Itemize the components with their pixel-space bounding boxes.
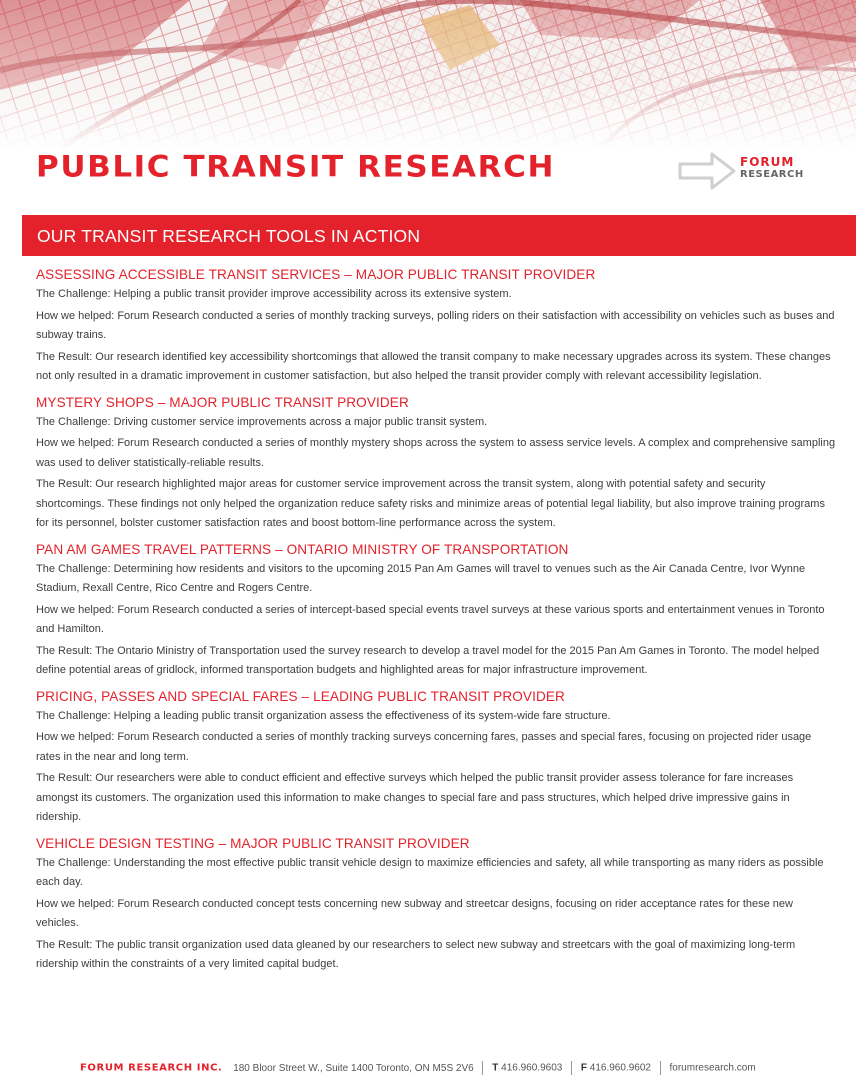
how-we-helped-text: How we helped: Forum Research conducted a series of monthly tracking surveys, polling riders on their satisfaction with accessibility on vehicles such as buses and subway trains. [36, 309, 835, 341]
phone-label: T [492, 1062, 499, 1074]
challenge-text: The Challenge: Determining how residents and visitors to the upcoming 2015 Pan Am Games will travel to venues such as the Air Canada Centre, Ivor Wynne Stadium, Rexall Centre, Rico Centre and Rogers Centre. [36, 562, 806, 594]
footer-address: 180 Bloor Street W., Suite 1400 Toronto, ON M5S 2V6 [233, 1062, 474, 1074]
header-map-image [0, 0, 856, 150]
footer-brand: FORUM RESEARCH INC. [80, 1062, 223, 1074]
how-we-helped-text: How we helped: Forum Research conducted a series of monthly tracking surveys concerning fares, passes and special fares, focusing on projected rider usage rates in the near and long term. [36, 731, 812, 763]
case-study [36, 393, 836, 534]
result-text: The Result: Our research highlighted major areas for customer service improvement across the transit system, along with potential safety and security shortcomings. These findings not only helped the organization reduce safety risks and minimize areas of potential legal liability, but also improve training programs for its personnel, bolster customer satisfaction rates and boost bottom-line performance across the system. [36, 478, 825, 529]
divider [482, 1061, 483, 1075]
logo-line-1: FORUM [740, 155, 795, 169]
footer-phone: 416.960.9603 [501, 1062, 563, 1074]
challenge-text: The Challenge: Helping a leading public transit organization assess the effectiveness of its system-wide fare structure. [36, 709, 611, 722]
case-study-heading: ASSESSING ACCESSIBLE TRANSIT SERVICES – MAJOR PUBLIC TRANSIT PROVIDER [36, 267, 596, 282]
challenge-text: The Challenge: Helping a public transit provider improve accessibility across its extensive system. [36, 288, 512, 300]
how-we-helped-text: How we helped: Forum Research conducted concept tests concerning new subway and streetcar designs, focusing on rider acceptance rates for these new vehicles. [36, 897, 793, 929]
result-text: The Result: The Ontario Ministry of Transportation used the survey research to develop a travel model for the 2015 Pan Am Games in Toronto. The model helped define potential areas of gridlock, informed transportation budgets and highlighted areas for major infrastructure improvement. [36, 644, 820, 676]
result-text: The Result: Our research identified key accessibility shortcomings that allowed the transit company to make necessary upgrades across its system. These changes not only resulted in a dramatic improvement in customer satisfaction, but also helped the transit provider comply with relevant accessibility legislation. [36, 350, 831, 382]
case-study-heading: PAN AM GAMES TRAVEL PATTERNS – ONTARIO MINISTRY OF TRANSPORTATION [36, 541, 569, 557]
banner-text: OUR TRANSIT RESEARCH TOOLS IN ACTION [37, 226, 421, 246]
result-text: The Result: Our researchers were able to conduct efficient and effective surveys which helped the public transit provider assess tolerance for fare increases amongst its customers. The organization used this information to make changes to special fare and pass structures, which helped drive impressive gains in ridership. [36, 772, 794, 823]
case-study [36, 265, 836, 387]
result-text: The Result: The public transit organization used data gleaned by our researchers to select new subway and streetcars with the goal of maximizing long-term ridership within the constraints of a very limited capital budget. [36, 938, 796, 970]
how-we-helped-text: How we helped: Forum Research conducted a series of monthly mystery shops across the system to assess service levels. A complex and comprehensive sampling was used to deliver statistically-reliable results. [36, 437, 836, 469]
case-study [36, 687, 836, 828]
how-we-helped-text: How we helped: Forum Research conducted a series of intercept-based special events travel surveys at these various sports and entertainment venues in Toronto and Hamilton. [36, 603, 825, 635]
footer-website-link[interactable]: forumresearch.com [669, 1062, 756, 1074]
case-study-heading: VEHICLE DESIGN TESTING – MAJOR PUBLIC TRANSIT PROVIDER [36, 835, 470, 851]
section-banner [22, 215, 856, 256]
case-studies [36, 265, 836, 981]
fax-label: F [580, 1062, 587, 1074]
challenge-text: The Challenge: Driving customer service improvements across a major public transit system. [36, 415, 488, 428]
case-study [36, 540, 836, 681]
arrow-icon [678, 150, 738, 192]
page-title: PUBLIC TRANSIT RESEARCH [36, 150, 556, 185]
footer [80, 1061, 756, 1079]
footer-fax: 416.960.9602 [589, 1062, 651, 1074]
case-study [36, 834, 836, 975]
forum-research-logo [678, 150, 828, 192]
logo-line-2: RESEARCH [740, 169, 804, 180]
case-study-heading: PRICING, PASSES AND SPECIAL FARES – LEADING PUBLIC TRANSIT PROVIDER [36, 688, 565, 704]
case-study-heading: MYSTERY SHOPS – MAJOR PUBLIC TRANSIT PROVIDER [36, 394, 409, 410]
divider [660, 1061, 661, 1075]
challenge-text: The Challenge: Understanding the most effective public transit vehicle design to maximize efficiencies and safety, all while transporting as many riders as possible each day. [36, 856, 824, 888]
divider [571, 1061, 572, 1075]
